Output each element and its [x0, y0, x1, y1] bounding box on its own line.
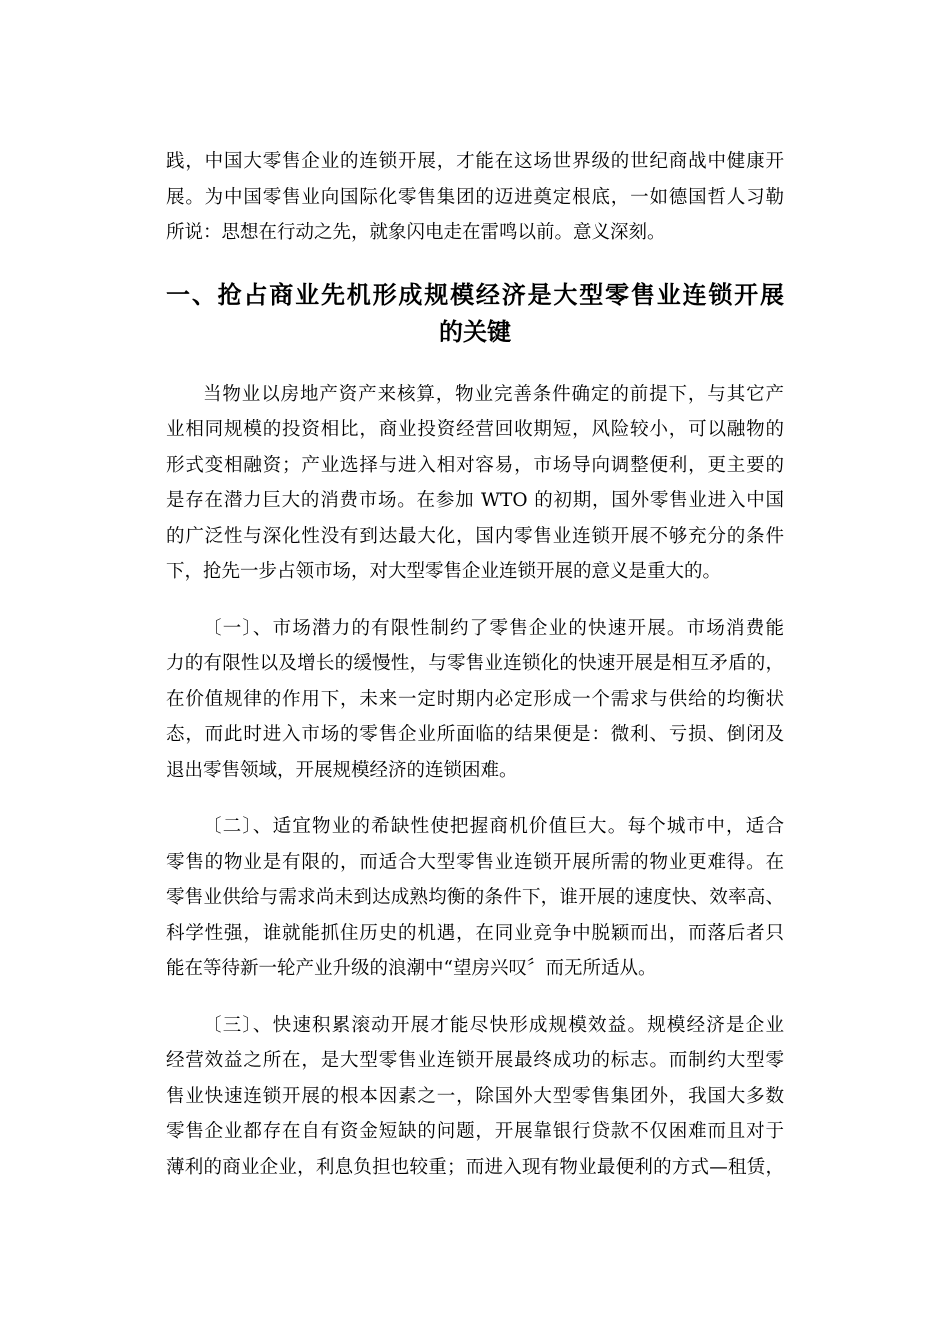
- heading-line: 的关键: [439, 317, 511, 346]
- text-line: 零售的物业是有限的，而适合大型零售业连锁开展所需的物业更难得。在: [166, 851, 784, 873]
- text-line: 退出零售领域，开展规模经济的连锁困难。: [166, 759, 518, 781]
- text-line: 当物业以房地产资产来核算，物业完善条件确定的前提下，与其它产: [203, 383, 784, 405]
- text-line: 零售业供给与需求尚未到达成熟均衡的条件下，谁开展的速度快、效率高、: [166, 887, 784, 908]
- text-line: 态，而此时进入市场的零售企业所面临的结果便是：微利、亏损、倒闭及: [166, 724, 784, 745]
- intro-paragraph: [166, 144, 784, 251]
- document-page: [166, 144, 784, 1185]
- text-line: 力的有限性以及增长的缓慢性，与零售业连锁化的快速开展是相互矛盾的，: [166, 653, 784, 674]
- text-line: 展。为中国零售业向国际化零售集团的迈进奠定根底，一如德国哲人习勒: [166, 186, 784, 208]
- paragraph-gap: [166, 788, 784, 809]
- body-paragraph-3: [166, 809, 784, 987]
- text-line: 业相同规模的投资相比，商业投资经营回收期短，风险较小，可以融物的: [166, 419, 784, 440]
- text-line: 薄利的商业企业，利息负担也较重；而进入现有物业最便利的方式—租赁，: [166, 1156, 784, 1178]
- heading-line: 一、抢占商业先机形成规模经济是大型零售业连锁开展: [166, 280, 784, 309]
- paragraph-gap: [166, 590, 784, 611]
- text-line: 售业快速连锁开展的根本因素之一，除国外大型零售集团外，我国大多数: [166, 1085, 784, 1107]
- text-line: 形式变相融资；产业选择与进入相对容易，市场导向调整便利，更主要的: [166, 454, 784, 476]
- text-line: 科学性强，谁就能抓住历史的机遇，在同业竞争中脱颖而出，而落后者只: [166, 922, 784, 944]
- text-line: 是存在潜力巨大的消费市场。在参加 WTO 的初期，国外零售业进入中国: [166, 490, 784, 511]
- body-paragraph-4: [166, 1008, 784, 1186]
- text-line: 践，中国大零售企业的连锁开展，才能在这场世界级的世纪商战中健康开: [166, 151, 784, 172]
- text-line: 〔三〕、快速积累滚动开展才能尽快形成规模效益。规模经济是企业: [203, 1014, 784, 1036]
- text-line: 所说：思想在行动之先，就象闪电走在雷鸣以前。意义深刻。: [166, 222, 666, 243]
- text-line: 能在等待新一轮产业升级的浪潮中“望房兴叹〞而无所适从。: [166, 958, 657, 979]
- text-line: 零售企业都存在自有资金短缺的问题，开展靠银行贷款不仅困难而且对于: [166, 1121, 784, 1142]
- text-line: 的广泛性与深化性没有到达最大化，国内零售业连锁开展不够充分的条件: [166, 525, 784, 547]
- body-paragraph-2: [166, 611, 784, 789]
- section-heading: [166, 277, 784, 351]
- paragraph-gap: [166, 987, 784, 1008]
- text-line: 下，抢先一步占领市场，对大型零售企业连锁开展的意义是重大的。: [166, 561, 722, 582]
- text-line: 在价值规律的作用下，未来一定时期内必定形成一个需求与供给的均衡状: [166, 688, 784, 710]
- body-paragraph-1: [166, 377, 784, 590]
- text-line: 〔一〕、市场潜力的有限性制约了零售企业的快速开展。市场消费能: [203, 617, 784, 639]
- text-line: 经营效益之所在，是大型零售业连锁开展最终成功的标志。而制约大型零: [166, 1050, 784, 1071]
- text-line: 〔二〕、适宜物业的希缺性使把握商机价值巨大。每个城市中，适合: [203, 816, 784, 837]
